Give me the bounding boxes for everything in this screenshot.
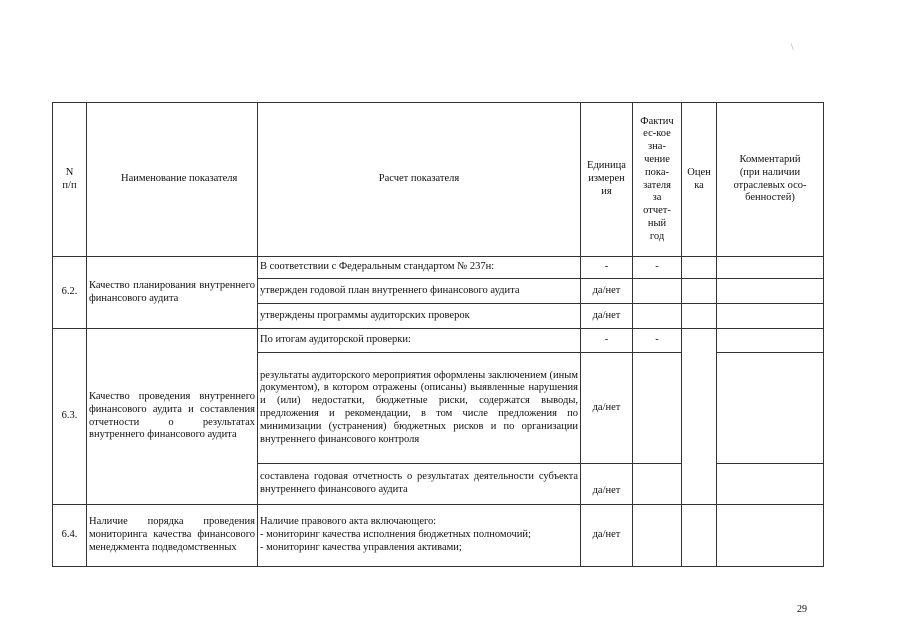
row-6-4-comment bbox=[717, 505, 824, 567]
header-actual: Фактич ес-кое зна- чение пока- зателя за отчет- ный год bbox=[633, 103, 682, 257]
scan-mark: \ bbox=[791, 42, 794, 52]
row-6-3-comment-results bbox=[717, 353, 824, 464]
row-6-4-unit: да/нет bbox=[581, 505, 633, 567]
table-header-row bbox=[53, 103, 824, 257]
row-6-3-unit-intro: - bbox=[581, 329, 633, 353]
header-name: Наименование показателя bbox=[87, 103, 258, 257]
row-6-3-actual-results bbox=[633, 353, 682, 464]
row-6-3-name: Качество проведения внутреннего финансового аудита и составления отчетности о результатах внутреннего финансового аудита bbox=[87, 329, 258, 505]
row-6-2-calc-plan: утвержден годовой план внутреннего финансового аудита bbox=[258, 279, 581, 304]
row-6-2-score-programs bbox=[682, 304, 717, 329]
header-num: N п/п bbox=[53, 103, 87, 257]
row-6-3-unit-report: да/нет bbox=[581, 464, 633, 505]
row-6-2-unit-intro: - bbox=[581, 257, 633, 279]
row-6-3-calc-report: составлена годовая отчетность о результатах деятельности субъекта внутреннего финансового аудита bbox=[258, 464, 581, 505]
row-6-4-score bbox=[682, 505, 717, 567]
row-6-4-actual bbox=[633, 505, 682, 567]
row-6-4-calc bbox=[258, 505, 581, 567]
row-6-2-calc-programs: утверждены программы аудиторских проверок bbox=[258, 304, 581, 329]
header-unit: Единица измерен ия bbox=[581, 103, 633, 257]
row-6-2-score-intro bbox=[682, 257, 717, 279]
row-6-2-actual-programs bbox=[633, 304, 682, 329]
row-6-3-calc-results: результаты аудиторского мероприятия оформлены заключением (иным документом), в котором отражены (описаны) выявленные нарушения и (или) недостатки, бюджетные риски, содержатся выводы, предложения и рекомендации, в том числе предложения по минимизации (устранения) бюджетных рисков и по организации внутреннего финансового контроля bbox=[258, 353, 581, 464]
row-6-3-comment-report bbox=[717, 464, 824, 505]
row-6-2-comment-intro bbox=[717, 257, 824, 279]
header-calc: Расчет показателя bbox=[258, 103, 581, 257]
row-6-2-num: 6.2. bbox=[53, 257, 87, 329]
row-6-2-unit-programs: да/нет bbox=[581, 304, 633, 329]
row-6-4-num: 6.4. bbox=[53, 505, 87, 567]
row-6-3-comment-intro bbox=[717, 329, 824, 353]
row-6-4-name: Наличие порядка проведения мониторинга качества финансового менеджмента подведомственных bbox=[87, 505, 258, 567]
table-row bbox=[53, 505, 824, 567]
row-6-4-calc-line-1: Наличие правового акта включающего: bbox=[260, 516, 437, 528]
row-6-2-name: Качество планирования внутреннего финансового аудита bbox=[87, 257, 258, 329]
row-6-3-num: 6.3. bbox=[53, 329, 87, 505]
row-6-3-calc-intro: По итогам аудиторской проверки: bbox=[258, 329, 581, 353]
row-6-4-calc-line-3: - мониторинг качества управления активами; bbox=[260, 541, 462, 553]
row-6-2-actual-intro: - bbox=[633, 257, 682, 279]
header-score: Оцен ка bbox=[682, 103, 717, 257]
row-6-3-unit-results: да/нет bbox=[581, 353, 633, 464]
row-6-4-calc-line-2: - мониторинг качества исполнения бюджетных полномочий; bbox=[260, 529, 531, 541]
row-6-2-score-plan bbox=[682, 279, 717, 304]
row-6-3-actual-intro: - bbox=[633, 329, 682, 353]
row-6-2-unit-plan: да/нет bbox=[581, 279, 633, 304]
table-row bbox=[53, 329, 824, 353]
row-6-2-calc-intro: В соответствии с Федеральным стандартом № 237н: bbox=[258, 257, 581, 279]
table-row bbox=[53, 257, 824, 279]
page-number: 29 bbox=[797, 604, 807, 615]
row-6-2-comment-plan bbox=[717, 279, 824, 304]
row-6-2-actual-plan bbox=[633, 279, 682, 304]
header-comment: Комментарий (при наличии отраслевых осо- бенностей) bbox=[717, 103, 824, 257]
row-6-3-score bbox=[682, 329, 717, 505]
row-6-3-actual-report bbox=[633, 464, 682, 505]
row-6-2-comment-programs bbox=[717, 304, 824, 329]
indicator-table bbox=[52, 102, 824, 567]
